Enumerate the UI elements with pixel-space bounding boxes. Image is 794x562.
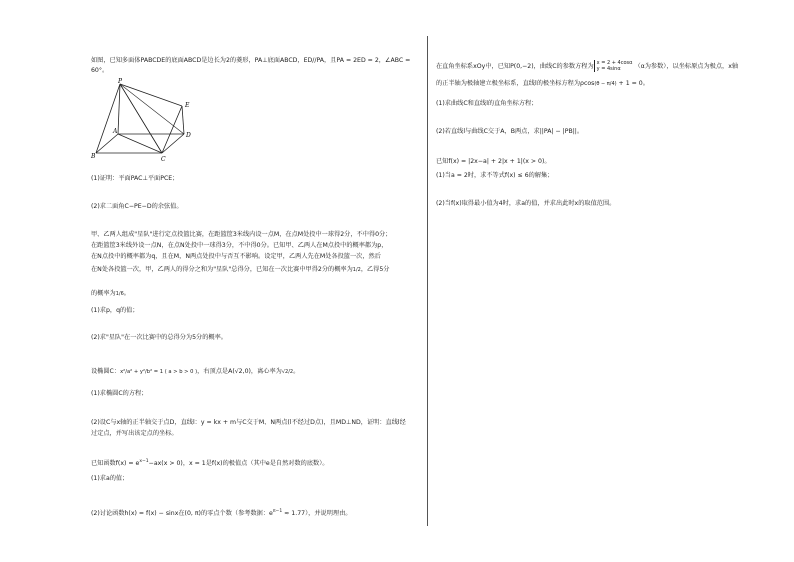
problem-1-q2: (2)求二面角C−PE−D的余弦值。 — [91, 203, 183, 210]
problem-4-q2-text: (2)讨论函数h(x) = f(x) − sinx在(0, π)的零点个数（参考数据：e — [91, 510, 273, 518]
label-C: C — [161, 156, 166, 163]
problem-4-cond: −ax(x > 0)，x = 1是f(x)的极值点（其中e是自然对数的底数）。 — [148, 460, 329, 468]
problem-2-line5 — [91, 290, 130, 298]
problem-5-line2 — [436, 80, 649, 88]
problem-2-line1: 甲、乙两人组成"星队"进行定点投篮比赛，在距篮筐3米线内设一点M，在点M处投中一球得2分，不中得0分； — [91, 231, 392, 238]
problem-6-line1: 已知f(x) = |2x−a| + 2|x + 1|(x > 0)。 — [436, 158, 551, 165]
problem-5-intro: 在直角坐标系xOy中，已知P(0,−2)，曲线C的参数方程为 — [436, 63, 594, 70]
problem-6-q1: (1)当a = 2时，求不等式f(x) ≤ 6的解集； — [436, 172, 554, 179]
problem-3-line1 — [91, 368, 299, 376]
ellipse-equation: x²/a² + y²/b² = 1 ( a > b > 0 ) — [120, 369, 198, 375]
problem-5-polar: 的正半轴为极轴建立极坐标系，直线l的极坐标方程为ρcos — [436, 80, 595, 87]
param-y: y = 4sinα — [596, 66, 621, 72]
problem-2-line2: 在距篮筐3米线外设一点N，在点N处投中一球得3分，不中得0分。已知甲、乙两人在M点投中的概率都为p， — [91, 242, 388, 249]
problem-2-line4 — [91, 266, 390, 274]
prob-fraction-2: 1/6 — [115, 291, 124, 297]
label-B: B — [91, 153, 96, 160]
polyhedron-figure — [90, 76, 200, 166]
exponent-1: x−1 — [139, 459, 149, 464]
exponent-2: π−1 — [272, 509, 283, 514]
problem-2-line3: 在N点投中的概率都为q，且在M，N两点处投中与否互不影响。设定甲，乙两人先在M处各投篮一次，然后 — [91, 253, 381, 260]
problem-6-q2: (2)当f(x)取得最小值为4时，求a的值，并求出此时x的取值范围。 — [436, 200, 616, 207]
problem-2-line4-text: 在N处各投篮一次，甲，乙两人的得分之和为"星队"总得分，已知在一次比赛中甲得2分的概率为 — [91, 266, 353, 273]
eccentricity-fraction: √2/2 — [281, 369, 294, 375]
problem-4-line1 — [91, 458, 328, 468]
problem-3-q1: (1)求椭圆C的方程； — [91, 390, 148, 397]
problem-5-q1: (1)求曲线C和直线l的直角坐标方程； — [436, 100, 538, 107]
problem-2-line5-tail: 。 — [123, 290, 130, 297]
label-D: D — [186, 132, 191, 139]
polar-angle: (θ − π/4) — [594, 81, 617, 87]
problem-4-q1: (1)求a的值； — [91, 475, 129, 482]
problem-3-vertex: ，右顶点是A(√2,0)，离心率为 — [197, 368, 282, 375]
prob-fraction-1: 1/2 — [352, 267, 361, 273]
problem-5-intro-tail: （α为参数），以坐标原点为极点，x轴 — [634, 63, 739, 70]
problem-2-line5-text: 的概率为 — [91, 290, 116, 297]
problem-1-statement-cont: 60°。 — [91, 67, 109, 74]
problem-3-q2-line1: (2)设C与x轴的正半轴交于点D，直线l：y = kx + m与C交于M、N两点(l不经过D点)，且MD⊥ND，证明：直线l经 — [91, 419, 406, 426]
problem-3-q2-line2: 过定点，并写出该定点的坐标。 — [91, 430, 178, 437]
problem-5-line1 — [436, 60, 738, 72]
label-E: E — [185, 102, 190, 109]
column-divider — [427, 36, 428, 526]
problem-4-q2 — [91, 508, 351, 518]
problem-4-func: 已知函数f(x) = e — [91, 460, 140, 468]
param-system — [594, 60, 633, 72]
problem-3-intro: 设椭圆C： — [91, 368, 121, 375]
problem-5-polar-tail: + 1 = 0。 — [616, 80, 649, 87]
param-x: x = 2 + 4cosα — [596, 60, 633, 66]
problem-2-q1: (1)求p，q的值； — [91, 307, 139, 314]
problem-3-end: 。 — [293, 368, 300, 375]
problem-1-statement: 如图，已知多面体PABCDE的底面ABCD是边长为2的菱形，PA⊥底面ABCD，ED//PA，且PA = 2ED = 2，∠ABC = — [91, 57, 411, 64]
problem-2-q2: (2)求"星队"在一次比赛中的总得分为5分的概率。 — [91, 334, 227, 341]
label-A: A — [113, 128, 118, 135]
problem-5-q2: (2)若直线l与曲线C交于A，B两点，求||PA| − |PB||。 — [436, 128, 584, 135]
problem-4-q2-tail: ≈ 1.77），并说明理由。 — [282, 510, 352, 518]
problem-2-line4-tail: ，乙得5分 — [360, 266, 390, 273]
problem-1-q1: (1)证明：平面PAC⊥平面PCE； — [91, 175, 179, 182]
label-P: P — [118, 78, 123, 85]
